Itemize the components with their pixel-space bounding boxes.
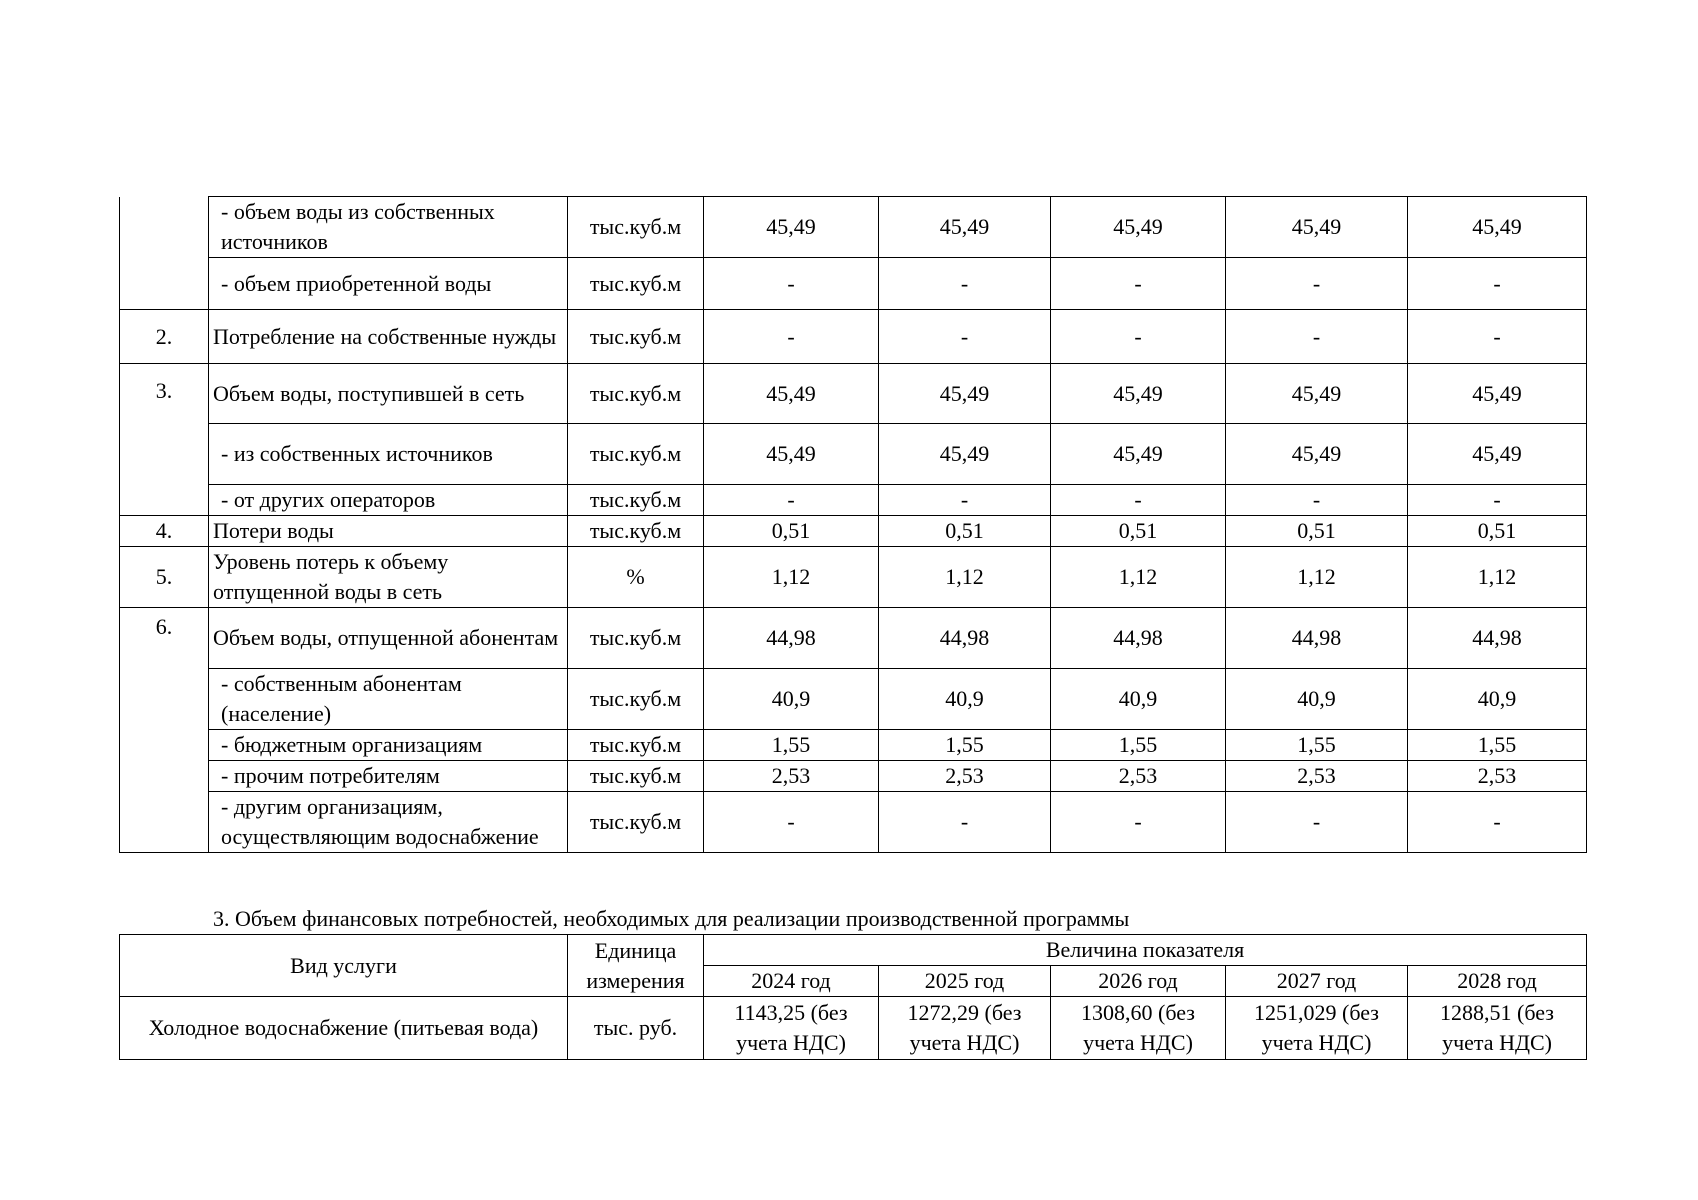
table-row <box>120 547 1587 608</box>
value-cell: 2,53 <box>879 761 1051 792</box>
header-year: 2026 год <box>1051 966 1226 997</box>
value-cell: - <box>704 485 879 516</box>
value-cell: 45,49 <box>1226 197 1408 258</box>
value-cell: 45,49 <box>1408 364 1587 424</box>
header-year: 2028 год <box>1408 966 1587 997</box>
indicator-name: - объем воды из собственных источников <box>209 197 568 258</box>
value-cell: 1,55 <box>879 730 1051 761</box>
indicator-name: - прочим потребителям <box>209 761 568 792</box>
header-unit: Единица измерения <box>568 935 704 997</box>
value-cell: 45,49 <box>1226 364 1408 424</box>
value-cell: - <box>704 310 879 364</box>
value-cell: - <box>1408 258 1587 310</box>
value-cell: 44,98 <box>1408 608 1587 669</box>
value-cell: - <box>1051 310 1226 364</box>
table-row <box>120 310 1587 364</box>
value-cell: - <box>1408 485 1587 516</box>
table-row <box>120 424 1587 485</box>
table-row <box>120 197 1587 258</box>
value-cell: - <box>704 258 879 310</box>
section-heading: 3. Объем финансовых потребностей, необходимых для реализации производственной программы <box>213 906 1130 931</box>
table-row <box>120 364 1587 424</box>
indicator-name: Объем воды, поступившей в сеть <box>209 364 568 424</box>
value-cell: - <box>1051 258 1226 310</box>
value-cell: 1,12 <box>1226 547 1408 608</box>
value-cell: 45,49 <box>1051 364 1226 424</box>
table-row <box>120 516 1587 547</box>
unit-cell: тыс.куб.м <box>568 197 704 258</box>
value-cell: 44,98 <box>1051 608 1226 669</box>
indicator-name: - бюджетным организациям <box>209 730 568 761</box>
table-row <box>120 730 1587 761</box>
value-cell: 44,98 <box>704 608 879 669</box>
unit-cell: тыс.куб.м <box>568 310 704 364</box>
unit-cell: тыс.куб.м <box>568 761 704 792</box>
value-cell: 40,9 <box>1226 669 1408 730</box>
value-cell: 45,49 <box>1226 424 1408 485</box>
table-row <box>120 761 1587 792</box>
header-year: 2027 год <box>1226 966 1408 997</box>
service-name: Холодное водоснабжение (питьевая вода) <box>120 997 568 1060</box>
value-cell: - <box>879 792 1051 853</box>
value-cell: 45,49 <box>879 424 1051 485</box>
value-cell: 1,12 <box>1051 547 1226 608</box>
indicator-name: - объем приобретенной воды <box>209 258 568 310</box>
value-cell: 1,55 <box>704 730 879 761</box>
value-cell: 1288,51 (без учета НДС) <box>1408 997 1587 1060</box>
value-cell: 45,49 <box>1051 197 1226 258</box>
value-cell: 1,12 <box>704 547 879 608</box>
value-cell: - <box>1408 792 1587 853</box>
value-cell: 45,49 <box>1408 424 1587 485</box>
value-cell: 2,53 <box>1051 761 1226 792</box>
table-row <box>120 792 1587 853</box>
table-row <box>120 669 1587 730</box>
unit-cell: тыс.куб.м <box>568 669 704 730</box>
header-value: Величина показателя <box>704 935 1587 966</box>
indicator-name: - собственным абонентам (население) <box>209 669 568 730</box>
unit-cell: тыс.куб.м <box>568 730 704 761</box>
value-cell: 45,49 <box>704 364 879 424</box>
table-row <box>120 258 1587 310</box>
row-number: 6. <box>120 608 209 853</box>
row-number <box>120 197 209 310</box>
value-cell: 2,53 <box>704 761 879 792</box>
value-cell: 45,49 <box>704 197 879 258</box>
indicator-name: Потери воды <box>209 516 568 547</box>
value-cell: 1,12 <box>1408 547 1587 608</box>
value-cell: 45,49 <box>879 364 1051 424</box>
value-cell: - <box>1226 258 1408 310</box>
value-cell: 0,51 <box>1051 516 1226 547</box>
table-row <box>120 608 1587 669</box>
value-cell: - <box>1226 792 1408 853</box>
row-number: 5. <box>120 547 209 608</box>
indicator-name: Уровень потерь к объему отпущенной воды в сеть <box>209 547 568 608</box>
header-service: Вид услуги <box>120 935 568 997</box>
unit-cell: тыс.куб.м <box>568 792 704 853</box>
value-cell: 0,51 <box>1226 516 1408 547</box>
unit-cell: тыс.куб.м <box>568 258 704 310</box>
value-cell: 1251,029 (без учета НДС) <box>1226 997 1408 1060</box>
value-cell: 1,55 <box>1408 730 1587 761</box>
value-cell: - <box>1051 485 1226 516</box>
header-year: 2024 год <box>704 966 879 997</box>
value-cell: - <box>1408 310 1587 364</box>
unit-cell: тыс. руб. <box>568 997 704 1060</box>
value-cell: 1,12 <box>879 547 1051 608</box>
value-cell: 2,53 <box>1226 761 1408 792</box>
header-year: 2025 год <box>879 966 1051 997</box>
value-cell: 2,53 <box>1408 761 1587 792</box>
value-cell: - <box>879 310 1051 364</box>
value-cell: - <box>1226 310 1408 364</box>
value-cell: 1,55 <box>1051 730 1226 761</box>
unit-cell: тыс.куб.м <box>568 364 704 424</box>
value-cell: 40,9 <box>879 669 1051 730</box>
value-cell: 0,51 <box>704 516 879 547</box>
table-header-row <box>120 935 1587 966</box>
value-cell: - <box>879 258 1051 310</box>
value-cell: 45,49 <box>1051 424 1226 485</box>
value-cell: 0,51 <box>879 516 1051 547</box>
unit-cell: % <box>568 547 704 608</box>
financial-needs-table <box>119 934 1587 1060</box>
value-cell: 40,9 <box>704 669 879 730</box>
unit-cell: тыс.куб.м <box>568 516 704 547</box>
indicator-name: - из собственных источников <box>209 424 568 485</box>
indicator-name: Потребление на собственные нужды <box>209 310 568 364</box>
value-cell: 1272,29 (без учета НДС) <box>879 997 1051 1060</box>
value-cell: 1143,25 (без учета НДС) <box>704 997 879 1060</box>
indicator-name: Объем воды, отпущенной абонентам <box>209 608 568 669</box>
row-number: 2. <box>120 310 209 364</box>
unit-cell: тыс.куб.м <box>568 424 704 485</box>
indicator-name: - от других операторов <box>209 485 568 516</box>
value-cell: - <box>1051 792 1226 853</box>
value-cell: - <box>1226 485 1408 516</box>
row-number: 3. <box>120 364 209 516</box>
value-cell: 45,49 <box>1408 197 1587 258</box>
value-cell: - <box>879 485 1051 516</box>
value-cell: 45,49 <box>704 424 879 485</box>
value-cell: 40,9 <box>1051 669 1226 730</box>
table-row <box>120 997 1587 1060</box>
value-cell: 44,98 <box>1226 608 1408 669</box>
table-row <box>120 485 1587 516</box>
value-cell: 40,9 <box>1408 669 1587 730</box>
production-program-table <box>119 196 1587 853</box>
value-cell: 1,55 <box>1226 730 1408 761</box>
value-cell: 44,98 <box>879 608 1051 669</box>
indicator-name: - другим организациям, осуществляющим водоснабжение <box>209 792 568 853</box>
value-cell: 1308,60 (без учета НДС) <box>1051 997 1226 1060</box>
row-number: 4. <box>120 516 209 547</box>
unit-cell: тыс.куб.м <box>568 485 704 516</box>
value-cell: 0,51 <box>1408 516 1587 547</box>
unit-cell: тыс.куб.м <box>568 608 704 669</box>
value-cell: - <box>704 792 879 853</box>
value-cell: 45,49 <box>879 197 1051 258</box>
